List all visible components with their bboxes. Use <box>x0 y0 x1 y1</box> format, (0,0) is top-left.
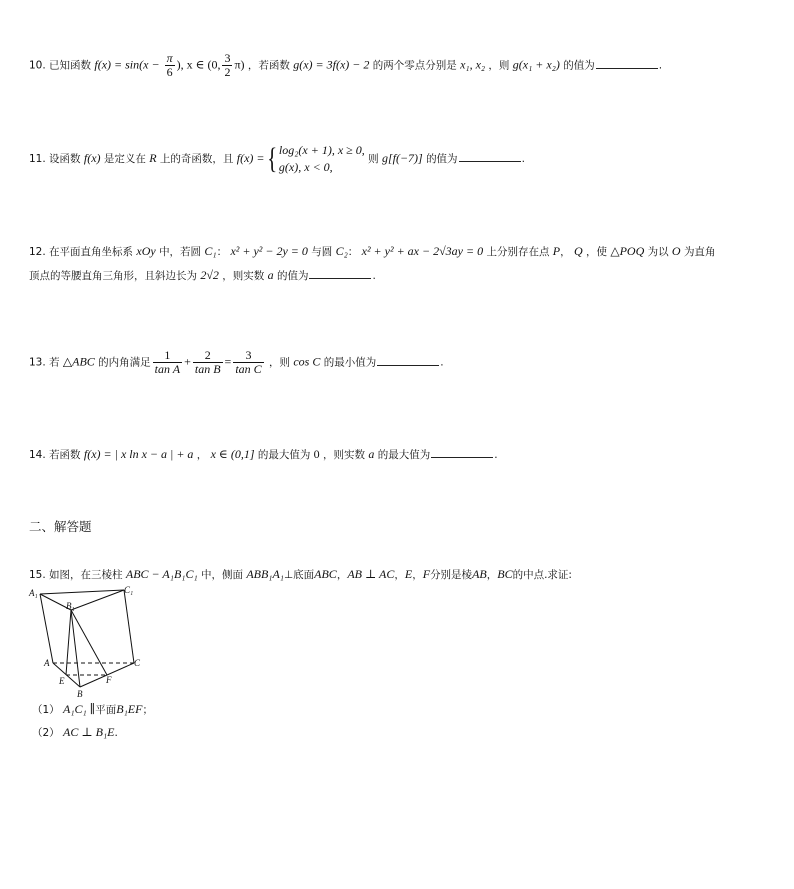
q15-part-2: （2） AC ⊥ B₁E. <box>32 725 118 739</box>
fraction: $\frac{2}{\text{tan B}}$ <box>194 348 221 376</box>
question-12: 12. 在平面直角坐标系 xOy 中，若圆 C₁： x² + y² − 2y = 0 与圆 C₂： x² + y² + ax − 2√3ay = 0 上分别存在点 P， Q ，使 △POQ 为以 O 为直角 <box>29 244 716 258</box>
fraction: $\frac{\pi}{6}$ <box>166 51 173 79</box>
answer-blank[interactable] <box>431 447 493 458</box>
prism-figure <box>28 584 158 700</box>
question-number: 15. <box>29 569 46 581</box>
label-e: E <box>59 676 65 686</box>
q15-part-1: （1） A₁C₁ ∥平面B₁EF； <box>32 702 153 716</box>
answer-blank[interactable] <box>377 355 439 366</box>
answer-blank[interactable] <box>459 151 521 162</box>
question-11: 11. 设函数 f(x) 是定义在 R 上的奇函数，且 f(x) ={ log₂(x + 1), x ≥ 0, g(x), x < 0, 则 g[f(−7)] 的值为 . <box>29 142 525 175</box>
label-a: A <box>44 658 50 668</box>
question-number: 14. <box>29 449 46 461</box>
section-heading: 二、解答题 <box>29 519 92 534</box>
question-12-line-2: 顶点的等腰直角三角形，且斜边长为 2√2 ，则实数 a 的值为 . <box>29 268 376 282</box>
fraction: $\frac{3}{2}$ <box>224 51 231 79</box>
answer-blank[interactable] <box>596 58 658 69</box>
label-b: B <box>77 689 83 699</box>
question-14: 14. 若函数 f(x) = | x ln x − a | + a ， x ∈ (0,1] 的最大值为 0 ，则实数 a 的最大值为 . <box>29 447 498 461</box>
question-number: 11. <box>29 153 46 165</box>
fraction: $\frac{1}{\text{tan A}}$ <box>154 348 181 376</box>
left-brace: { <box>266 142 277 175</box>
question-number: 13. <box>29 356 46 369</box>
label-a1: A₁ <box>29 588 38 598</box>
question-number: 10. <box>29 59 46 72</box>
piecewise-cases: log₂(x + 1), x ≥ 0, g(x), x < 0, <box>278 143 365 174</box>
question-15: 15. 如图，在三棱柱 ABC − A₁B₁C₁ 中，侧面 ABB₁A₁⊥底面ABC，AB ⊥ AC，E，F分别是棱AB，BC的中点.求证: <box>29 567 572 581</box>
fraction: $\frac{3}{\text{tan C}}$ <box>235 348 262 376</box>
label-c: C <box>134 658 141 668</box>
answer-blank[interactable] <box>309 268 371 279</box>
label-b1: B₁ <box>66 601 75 611</box>
label-c1: C₁ <box>124 585 134 595</box>
question-10: 10. 已知函数 f(x) = sin(x − $\frac{\pi}{6}$ ), x ∈ (0, $\frac{3}{2}$ π) ，若函数 g(x) = 3f(x) − 2 的两个零点分别是 x₁, x₂ ，则 g(x₁ + x₂) 的值为 . <box>29 51 663 79</box>
question-13: 13. 若 △ABC 的内角满足 $\frac{1}{\text{tan A}}$ + $\frac{2}{\text{tan B}}$ = $\frac{3}{\text{tan C}}$ ，则 cos C 的最小值为 . <box>29 348 444 376</box>
label-f: F <box>106 675 112 685</box>
question-number: 12. <box>29 246 46 258</box>
